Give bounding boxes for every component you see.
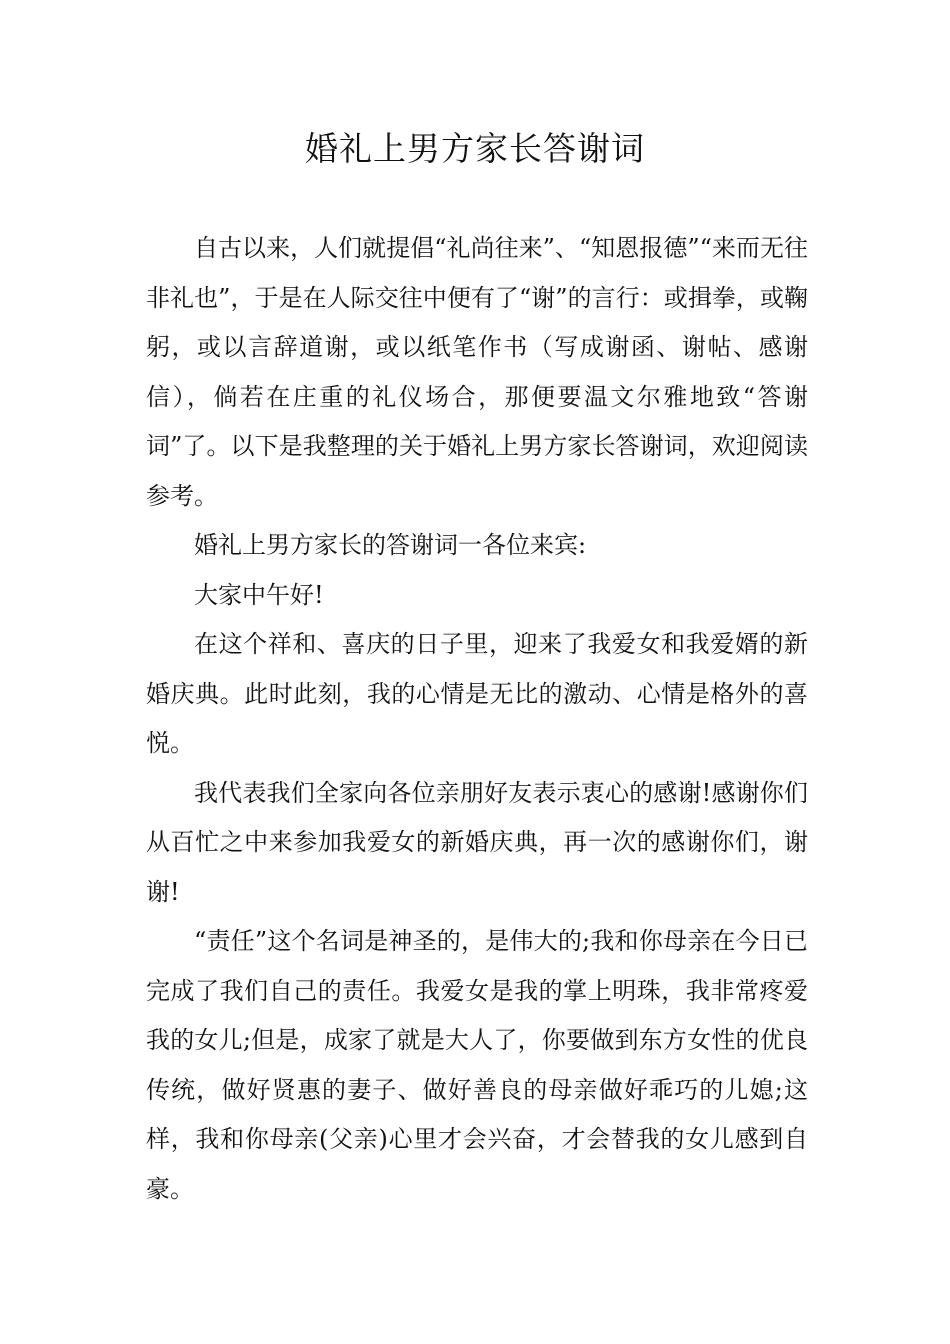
- document-title: 婚礼上男方家长答谢词: [305, 129, 645, 168]
- paragraph-thanks: 我代表我们全家向各位亲朋好友表示衷心的感谢!感谢你们从百忙之中来参加我爱女的新婚庆典，再一次的感谢你们，谢谢!: [146, 778, 808, 906]
- document-body: [146, 224, 808, 1214]
- paragraph-greeting: 大家中午好!: [194, 580, 324, 609]
- paragraph-intro: 自古以来，人们就提倡“礼尚往来”、“知恩报德”“来而无往非礼也”，于是在人际交往中便有了“谢”的言行：或揖拳，或鞠躬，或以言辞道谢，或以纸笔作书（写成谢函、谢帖、感谢信），倘若在庄重的礼仪场合，那便要温文尔雅地致“答谢词”了。以下是我整理的关于婚礼上男方家长答谢词，欢迎阅读参考。: [146, 234, 808, 510]
- paragraph-celebration: 在这个祥和、喜庆的日子里，迎来了我爱女和我爱婿的新婚庆典。此时此刻，我的心情是无比的激动、心情是格外的喜悦。: [146, 630, 808, 757]
- paragraph-responsibility: “责任”这个名词是神圣的，是伟大的;我和你母亲在今日已完成了我们自己的责任。我爱女是我的掌上明珠，我非常疼爱我的女儿;但是，成家了就是大人了，你要做到东方女性的优良传统，做好贤惠的妻子、做好善良的母亲做好乖巧的儿媳;这样，我和你母亲(父亲)心里才会兴奋，才会替我的女儿感到自豪。: [146, 927, 808, 1203]
- paragraph-heading: 婚礼上男方家长的答谢词一各位来宾:: [194, 531, 587, 559]
